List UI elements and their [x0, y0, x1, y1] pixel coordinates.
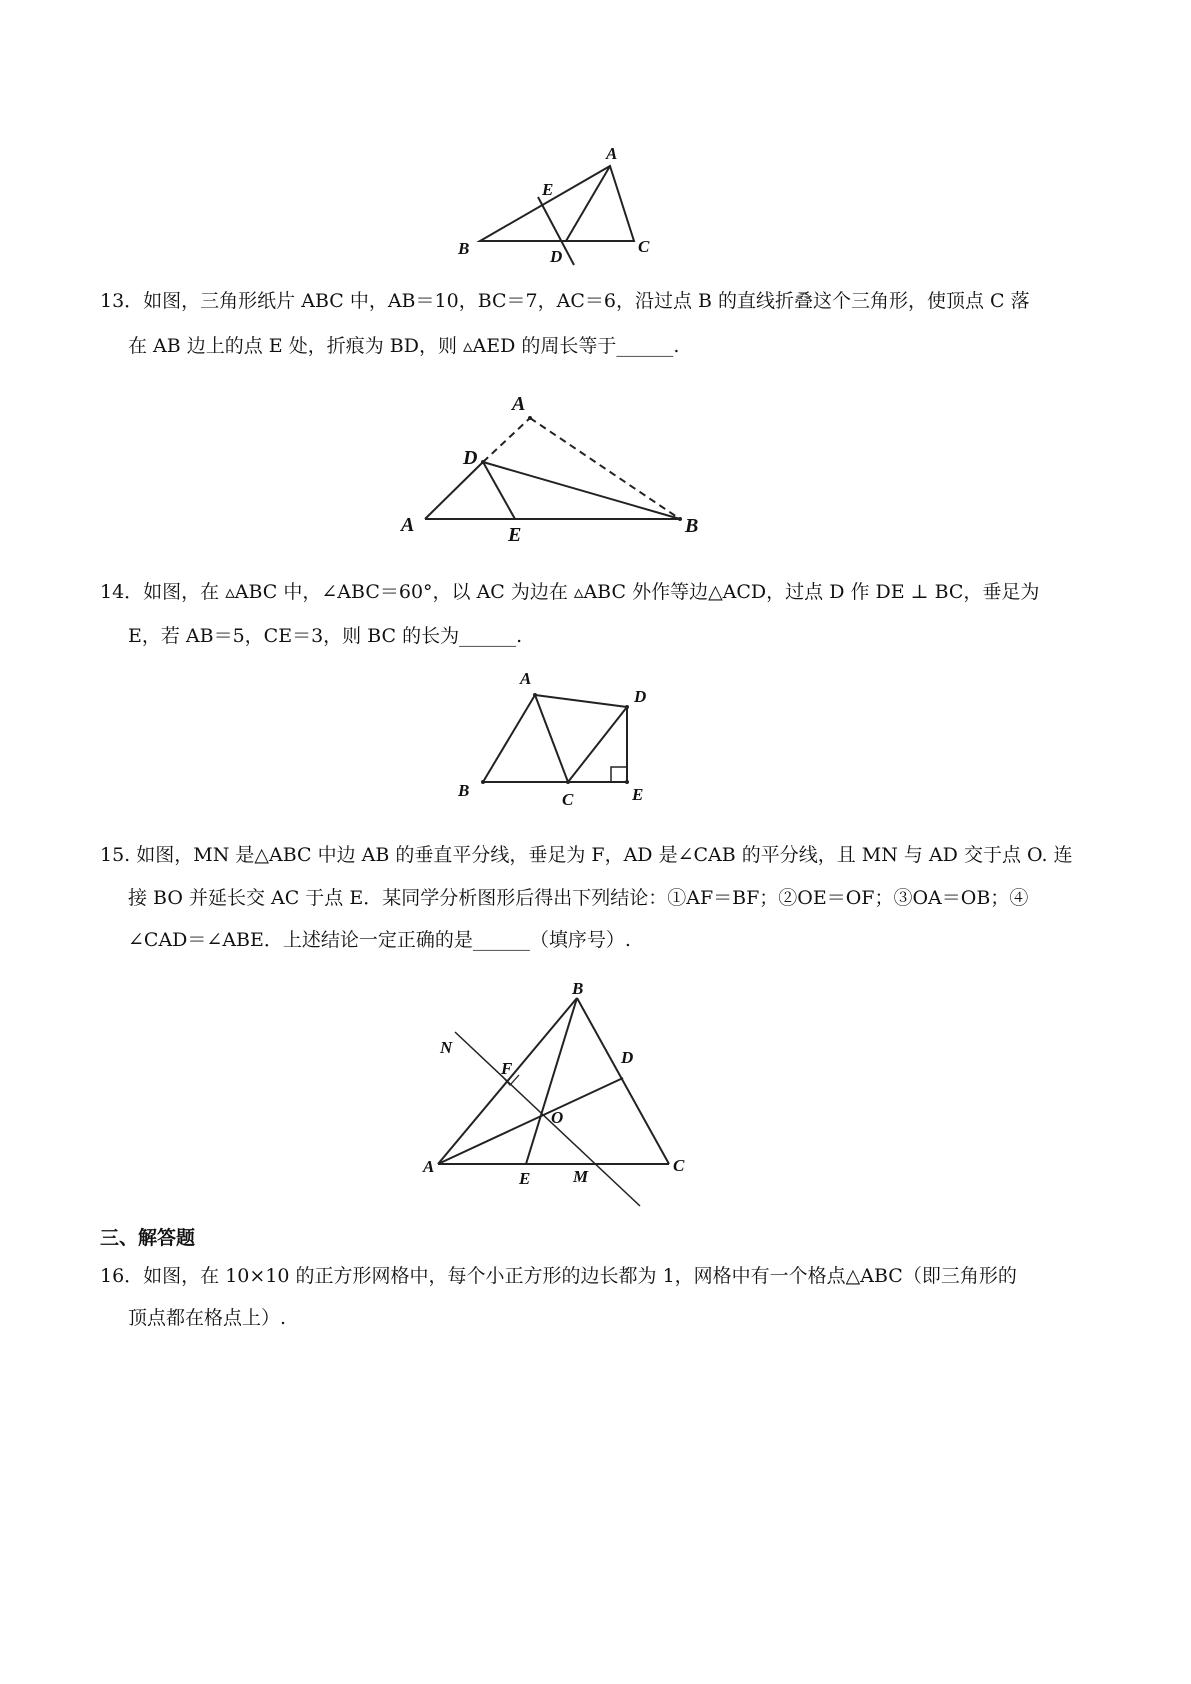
segment-ad	[535, 695, 627, 707]
point-d	[481, 460, 485, 464]
segment-ba	[483, 695, 535, 782]
perp-bisector-mn	[455, 1032, 640, 1206]
label-n: N	[440, 1038, 453, 1057]
label-e: E	[632, 785, 644, 804]
label-b: B	[458, 781, 470, 800]
problem-16-line-2: 顶点都在格点上）.	[128, 1307, 287, 1329]
segment-dc	[568, 707, 627, 782]
label-e: E	[542, 180, 554, 199]
problem-14-line-2: E，若 AB＝5，CE＝3，则 BC 的长为______.	[128, 625, 523, 647]
problem-14-line-1: 14．如图，在 ▵ABC 中，∠ABC＝60°，以 AC 为边在 ▵ABC 外作等边△ACD，过点 D 作 DE ⊥ BC，垂足为	[100, 581, 1040, 603]
label-m: M	[573, 1167, 589, 1186]
problem-15-line-2: 接 BO 并延长交 AC 于点 E．某同学分析图形后得出下列结论：①AF＝BF；②OE＝OF；③OA＝OB；④	[128, 887, 1029, 909]
label-a: A	[520, 669, 532, 688]
problem-16-line-1: 16．如图，在 10×10 的正方形网格中，每个小正方形的边长都为 1，网格中有一个格点△ABC（即三角形的	[100, 1265, 1017, 1287]
point-c	[566, 780, 570, 784]
problem-13-line-2: 在 AB 边上的点 E 处，折痕为 BD，则 ▵AED 的周长等于______.	[128, 335, 680, 357]
label-d: D	[463, 447, 478, 469]
problem-15-line-3: ∠CAD＝∠ABE．上述结论一定正确的是______（填序号）.	[128, 929, 631, 951]
label-a: A	[401, 514, 415, 536]
segment-ad-base	[425, 462, 483, 519]
label-d: D	[621, 1048, 634, 1067]
segment-ac	[535, 695, 568, 782]
fold-line-db	[483, 462, 680, 519]
right-angle-mark	[611, 767, 627, 782]
segment-ad	[566, 166, 610, 241]
label-b: B	[572, 979, 584, 998]
label-d: D	[550, 247, 563, 266]
figure-14-svg	[450, 665, 670, 815]
label-a-top: A	[512, 393, 526, 415]
point-b	[678, 517, 682, 521]
point-d	[625, 705, 629, 709]
figure-12-svg	[440, 135, 670, 275]
label-d: D	[634, 687, 647, 706]
figure-15-svg	[415, 970, 695, 1210]
problem-13-line-1: 13．如图，三角形纸片 ABC 中，AB＝10，BC＝7，AC＝6，沿过点 B 的直线折叠这个三角形，使顶点 C 落	[100, 290, 1030, 312]
label-b: B	[685, 515, 699, 537]
label-o: O	[551, 1108, 564, 1127]
label-c: C	[562, 790, 574, 809]
label-b: B	[458, 239, 470, 258]
dashed-ab	[530, 418, 680, 519]
figure-12	[440, 135, 670, 275]
triangle-abc	[480, 166, 634, 241]
figure-14	[450, 665, 670, 815]
label-a: A	[423, 1157, 435, 1176]
figure-13-svg	[395, 388, 715, 548]
figure-13	[395, 388, 715, 548]
label-e: E	[508, 524, 522, 546]
label-e: E	[519, 1169, 531, 1188]
label-a: A	[606, 144, 618, 163]
dashed-da	[483, 418, 530, 462]
label-c: C	[673, 1156, 685, 1175]
point-a	[533, 693, 537, 697]
figure-15	[415, 970, 695, 1210]
segment-bc	[577, 998, 669, 1164]
label-f: F	[501, 1059, 513, 1078]
point-e	[625, 780, 629, 784]
point-b	[481, 780, 485, 784]
section-title: 三、解答题	[100, 1227, 196, 1249]
label-c: C	[638, 237, 650, 256]
point-a-top	[528, 416, 532, 420]
problem-15-line-1: 15. 如图，MN 是△ABC 中边 AB 的垂直平分线，垂足为 F，AD 是∠CAB 的平分线，且 MN 与 AD 交于点 O. 连	[100, 844, 1073, 866]
